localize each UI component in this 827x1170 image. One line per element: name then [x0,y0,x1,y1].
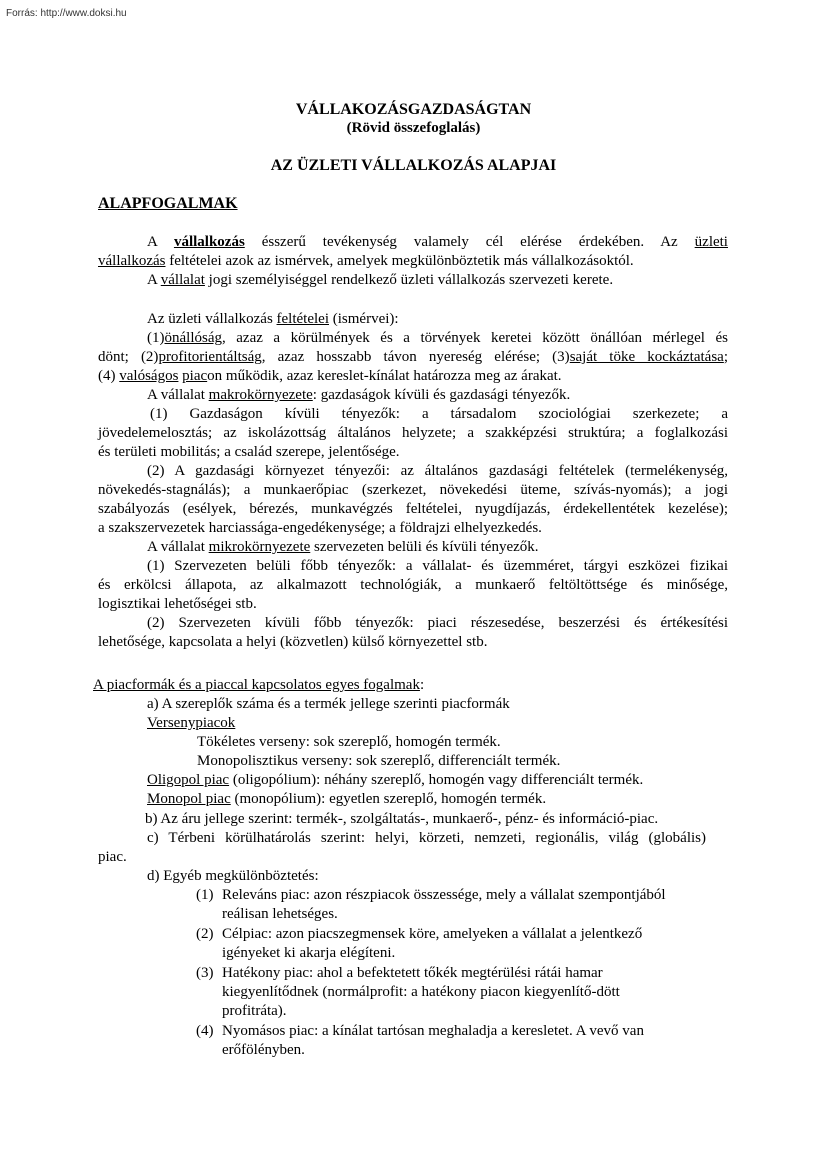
para-line: szabályozás (esélyek, bérezés, munkavégzés feltételei, nyugdíjazás, érdekellentétek kezelése); [98,501,728,517]
list-item: Monopolisztikus verseny: sok szereplő, differenciált termék. [197,753,561,769]
para-line: jövedelemelosztás; az iskolázottság általános helyzete; a szakképzési struktúra; a foglalkozási [98,425,728,441]
document-subtitle: (Rövid összefoglalás) [346,120,481,136]
para-line: a szakszervezetek harciassága-engedékenysége; a földrajzi elhelyezkedés. [98,520,542,536]
list-item: kiegyenlítődnek (normálprofit: a hatékony piacon kiegyenlítő-dött [222,984,620,1000]
list-item: Tökéletes verseny: sok szereplő, homogén termék. [197,734,501,750]
para-line: (1) Szervezeten belüli főbb tényezők: a vállalat- és üzemméret, tárgyi eszközei fizikai [147,558,728,574]
para-line: növekedés-stagnálás); a munkaerőpiac (szerkezet, növekedési üteme, szívás-nyomás); a jogi [98,482,728,498]
para-line: A vállalat mikrokörnyezete szervezeten belüli és kívüli tényezők. [147,539,539,555]
list-item: reálisan lehetséges. [222,906,338,922]
para-line: A vállalat jogi személyiséggel rendelkező üzleti vállalkozás szervezeti kerete. [147,272,614,288]
list-item: piac. [98,849,127,865]
para-line: (1) Gazdaságon kívüli tényezők: a társadalom szociológiai szerkezete; a [150,406,728,422]
list-item: a) A szereplők száma és a termék jellege szerinti piacformák [147,696,510,712]
list-item: Releváns piac: azon részpiacok összessége, mely a vállalat szempontjából [222,887,666,903]
para-line: és területi mobilitás; a család szerepe, jelentősége. [98,444,400,460]
list-item: Versenypiacok [147,715,236,731]
para-line: vállalkozás feltételei azok az ismérvek, amelyek megkülönböztetik más vállalkozásoktól. [98,253,634,269]
list-item: Nyomásos piac: a kínálat tartósan meghaladja a keresletet. A vevő van [222,1023,644,1039]
list-item-number: (2) [196,926,214,942]
para-line: és erkölcsi állapota, az alkalmazott technológiák, a munkaerő feltöltöttsége és minősége, [98,577,728,593]
para-line: (1)önállóság, azaz a körülmények és a törvények keretei között önállóan mérlegel és [147,330,728,346]
document-title: VÁLLAKOZÁSGAZDASÁGTAN [295,101,532,118]
list-item: erőfölényben. [222,1042,305,1058]
list-item-number: (1) [196,887,214,903]
list-item: d) Egyéb megkülönböztetés: [147,868,319,884]
list-item: profitráta). [222,1003,287,1019]
para-line: dönt; (2)profitorientáltság, azaz hosszabb távon nyereség elérése; (3)saját töke kockáztatása; [98,349,729,365]
para-line: logisztikai lehetőségei stb. [98,596,257,612]
list-item: Oligopol piac (oligopólium): néhány szereplő, homogén vagy differenciált termék. [147,772,644,788]
list-item: b) Az áru jellege szerint: termék-, szolgáltatás-, munkaerő-, pénz- és információ-piac. [145,811,659,827]
list-item: Monopol piac (monopólium): egyetlen szereplő, homogén termék. [147,791,547,807]
section-heading-piacformak: A piacformák és a piaccal kapcsolatos egyes fogalmak: [93,677,425,693]
list-item: Célpiac: azon piacszegmensek köre, amelyeken a vállalat a jelentkező [222,926,643,942]
list-item-number: (3) [196,965,214,981]
para-line: (4) valóságos piacon működik, azaz kereslet-kínálat határozza meg az árakat. [98,368,562,384]
para-line: (2) A gazdasági környezet tényezői: az általános gazdasági feltételek (termelékenység, [147,463,728,479]
para-line: A vállalkozás ésszerű tevékenység valamely cél elérése érdekében. Az üzleti [147,234,728,250]
list-item: Hatékony piac: ahol a befektetett tőkék megtérülési rátái hamar [222,965,603,981]
source-watermark: Forrás: http://www.doksi.hu [6,8,127,19]
para-line: Az üzleti vállalkozás feltételei (ismérvei): [147,311,399,327]
heading-alapfogalmak: ALAPFOGALMAK [98,195,238,212]
section-title: AZ ÜZLETI VÁLLALKOZÁS ALAPJAI [270,157,557,174]
list-item-number: (4) [196,1023,214,1039]
para-line: (2) Szervezeten kívüli főbb tényezők: piaci részesedése, beszerzési és értékesítési [147,615,728,631]
list-item: igényeket ki akarja elégíteni. [222,945,396,961]
para-line: A vállalat makrokörnyezete: gazdaságok kívüli és gazdasági tényezők. [147,387,571,403]
para-line: lehetősége, kapcsolata a helyi (közvetlen) külső környezettel stb. [98,634,488,650]
list-item: c) Térbeni körülhatárolás szerint: helyi, körzeti, nemzeti, regionális, világ (globális) [147,830,706,846]
